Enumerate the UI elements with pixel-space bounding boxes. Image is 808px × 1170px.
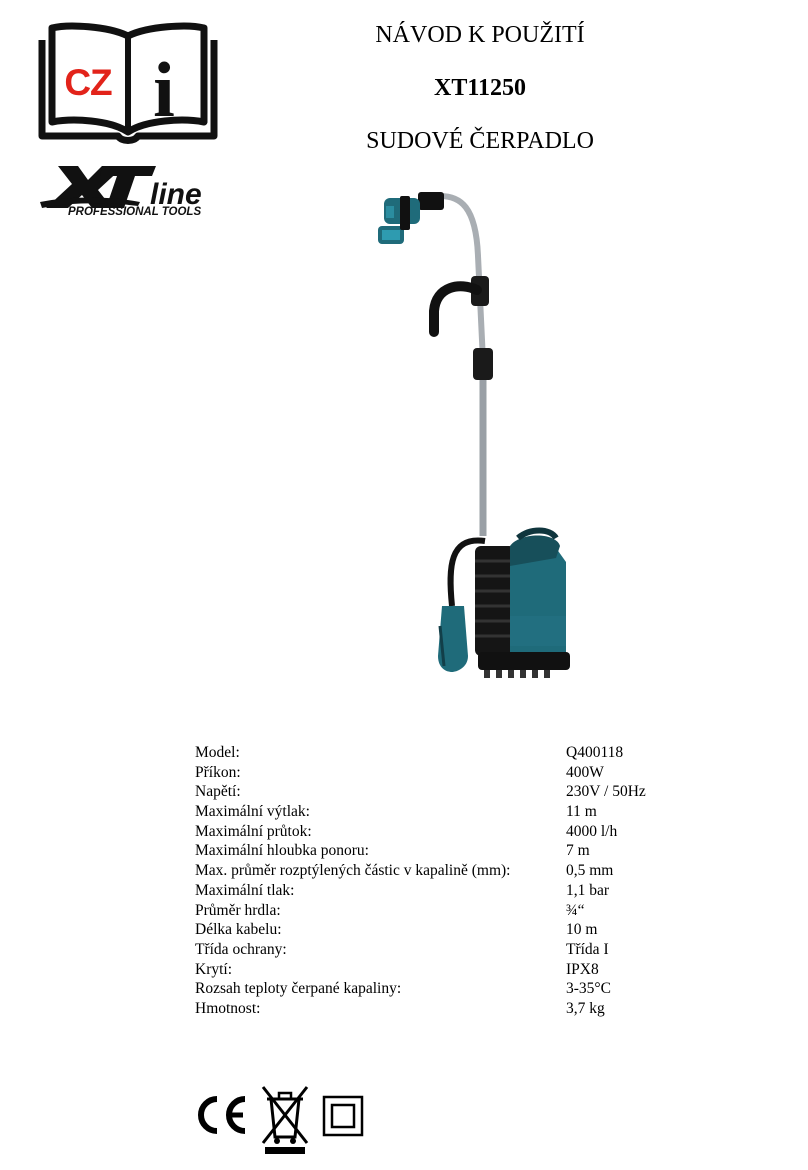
spec-row bbox=[195, 743, 675, 763]
spec-value: 10 m bbox=[566, 921, 598, 939]
spec-row bbox=[195, 881, 675, 901]
spec-row bbox=[195, 782, 675, 802]
spec-value: Q400118 bbox=[566, 744, 624, 761]
spec-value: 1,1 bar bbox=[566, 881, 610, 899]
spec-label: Krytí: bbox=[195, 960, 233, 978]
certification-marks bbox=[195, 1085, 395, 1155]
spec-value: ¾“ bbox=[566, 901, 585, 919]
spec-label: Maximální hloubka ponoru: bbox=[195, 842, 369, 860]
spec-value: Třída I bbox=[566, 940, 609, 958]
spec-label: Max. průměr rozptýlených částic v kapalině (mm): bbox=[195, 862, 511, 880]
spec-value: 11 m bbox=[566, 803, 597, 821]
xtline-logo bbox=[40, 162, 220, 212]
spec-label: Příkon: bbox=[195, 763, 241, 781]
spec-row bbox=[195, 763, 675, 783]
spec-row bbox=[195, 940, 675, 960]
spec-value: 7 m bbox=[566, 842, 590, 860]
document-header bbox=[300, 20, 660, 155]
spec-row bbox=[195, 960, 675, 980]
spec-value: 400W bbox=[566, 763, 604, 781]
spec-row bbox=[195, 920, 675, 940]
spec-row bbox=[195, 901, 675, 921]
spec-label: Průměr hrdla: bbox=[195, 901, 281, 919]
model-code: XT11250 bbox=[433, 75, 526, 101]
brand-logo-block bbox=[38, 22, 218, 222]
spec-row bbox=[195, 802, 675, 822]
spec-row bbox=[195, 861, 675, 881]
spec-label: Délka kabelu: bbox=[195, 921, 282, 939]
spec-label: Třída ochrany: bbox=[195, 940, 287, 958]
spec-row bbox=[195, 999, 675, 1019]
spec-value: 4000 l/h bbox=[566, 822, 618, 840]
spec-value: 3,7 kg bbox=[566, 999, 605, 1017]
spec-row bbox=[195, 841, 675, 861]
weee-bin-icon bbox=[261, 1085, 309, 1155]
spec-label: Rozsah teploty čerpané kapaliny: bbox=[195, 980, 402, 998]
spec-value: 230V / 50Hz bbox=[566, 783, 646, 801]
svg-text:line: line bbox=[150, 178, 202, 211]
pump-illustration bbox=[360, 186, 600, 686]
spec-label: Hmotnost: bbox=[195, 999, 261, 1017]
spec-value: 0,5 mm bbox=[566, 862, 614, 880]
document-type: NÁVOD K POUŽITÍ bbox=[375, 22, 585, 48]
country-code: CZ bbox=[64, 62, 112, 103]
spec-label: Napětí: bbox=[195, 783, 241, 801]
ce-mark-icon bbox=[195, 1095, 251, 1135]
spec-value: 3-35°C bbox=[566, 980, 611, 998]
spec-label: Maximální tlak: bbox=[195, 881, 295, 899]
info-icon: i bbox=[153, 46, 175, 133]
spec-label: Model: bbox=[195, 744, 240, 761]
spec-row bbox=[195, 979, 675, 999]
spec-label: Maximální výtlak: bbox=[195, 803, 310, 821]
spec-value: IPX8 bbox=[566, 960, 599, 978]
brand-tagline: PROFESSIONAL TOOLS bbox=[68, 206, 202, 218]
spec-table bbox=[195, 743, 675, 1019]
class-ii-icon bbox=[322, 1095, 364, 1137]
spec-label: Maximální průtok: bbox=[195, 822, 312, 840]
spec-row bbox=[195, 822, 675, 842]
product-name: SUDOVÉ ČERPADLO bbox=[366, 128, 594, 154]
